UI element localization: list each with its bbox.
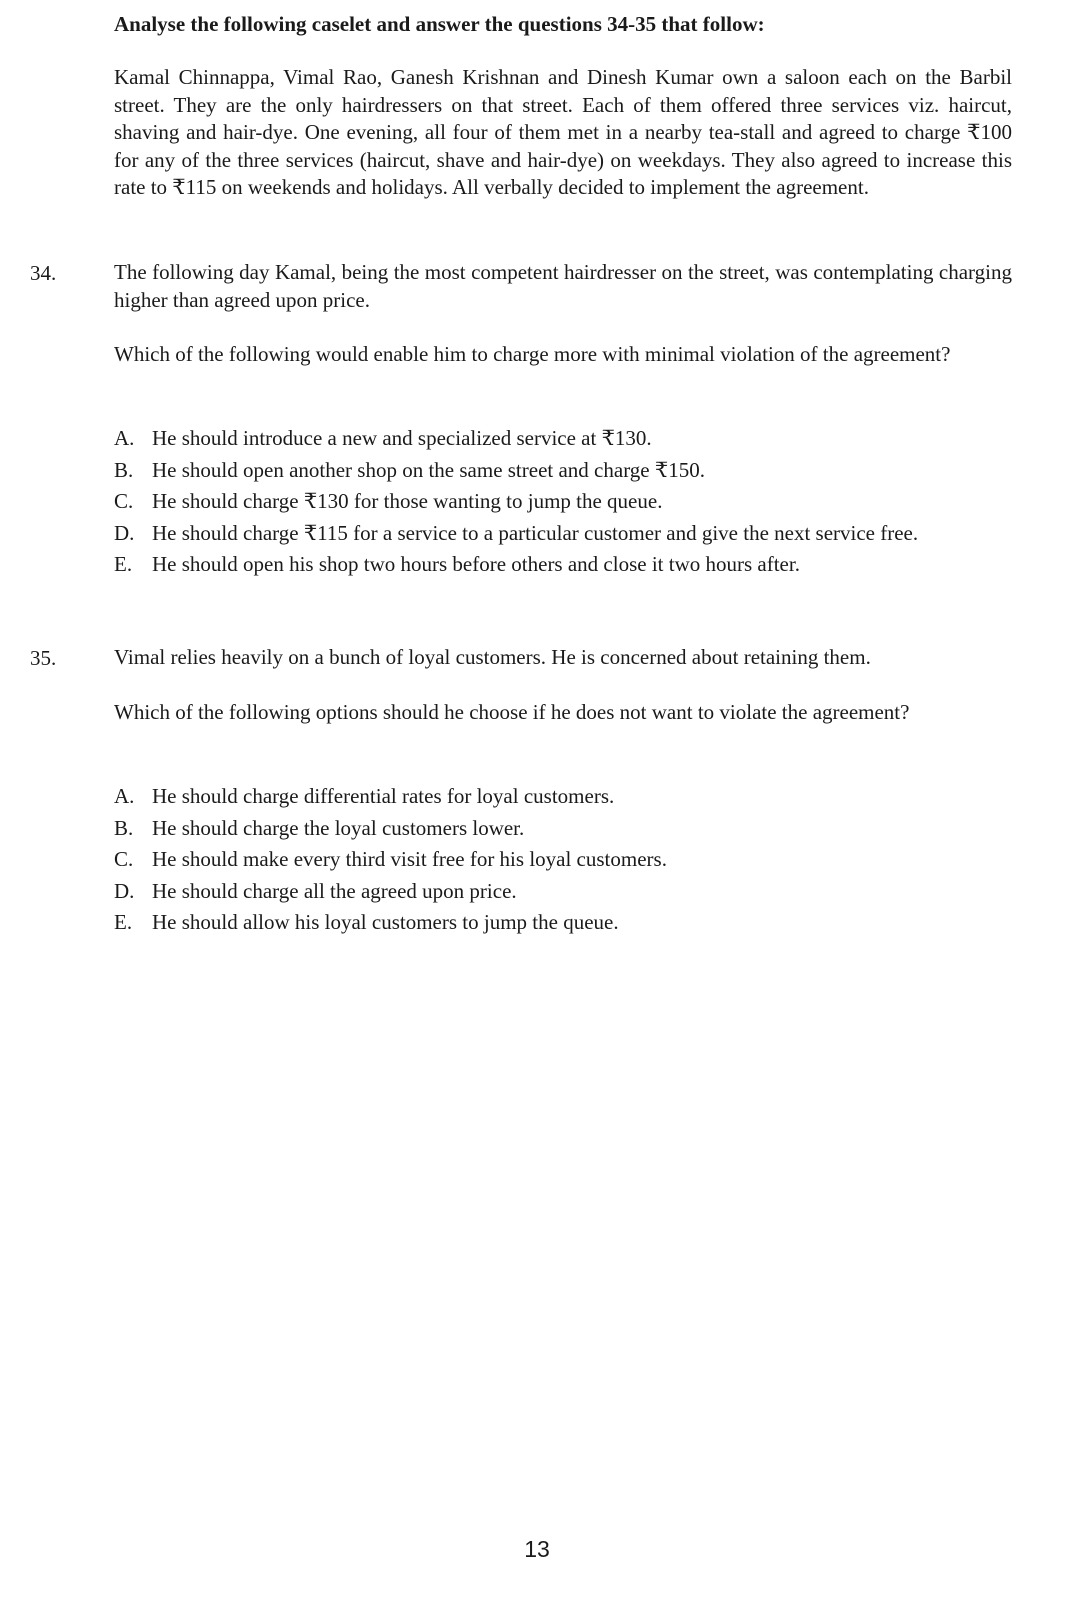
question-context: Vimal relies heavily on a bunch of loyal customers. He is concerned about retaining them. xyxy=(114,645,871,669)
page-number: 13 xyxy=(524,1536,550,1562)
option-text: He should charge ₹115 for a service to a particular customer and give the next service free. xyxy=(152,520,919,545)
option-letter: E. xyxy=(114,910,133,934)
option-letter: A. xyxy=(114,426,135,450)
option-text: He should charge ₹130 for those wanting to jump the queue. xyxy=(152,489,663,513)
option-text: He should introduce a new and specialized service at ₹130. xyxy=(152,426,652,450)
option-letter: B. xyxy=(114,815,134,840)
option-text: He should charge differential rates for loyal customers. xyxy=(152,784,615,808)
answer-option xyxy=(114,844,1012,876)
option-text: He should charge the loyal customers lower. xyxy=(152,815,525,840)
answer-option xyxy=(114,813,1012,845)
question-number: 34. xyxy=(30,261,57,285)
option-letter: C. xyxy=(114,489,134,513)
option-letter: D. xyxy=(114,878,135,903)
option-letter: B. xyxy=(114,457,134,482)
question-prompt: Which of the following would enable him to charge more with minimal violation of the agreement? xyxy=(114,342,951,366)
option-text: He should charge all the agreed upon price. xyxy=(152,878,517,903)
caselet-heading: Analyse the following caselet and answer the questions 34-35 that follow: xyxy=(114,12,765,36)
option-letter: D. xyxy=(114,520,135,545)
answer-option xyxy=(114,486,1012,518)
answer-option xyxy=(114,781,1012,813)
option-text: He should make every third visit free for his loyal customers. xyxy=(152,847,667,871)
answer-option xyxy=(114,423,1012,455)
option-letter: A. xyxy=(114,784,135,808)
answer-option xyxy=(114,876,1012,908)
answer-options xyxy=(114,423,1012,581)
answer-options xyxy=(114,781,1012,939)
option-text: He should open another shop on the same street and charge ₹150. xyxy=(152,457,705,482)
answer-option xyxy=(114,549,1012,581)
question-context: The following day Kamal, being the most competent hairdresser on the street, was contemplating charging higher than agreed upon price. xyxy=(114,260,1012,312)
option-text: He should open his shop two hours before others and close it two hours after. xyxy=(152,552,800,576)
answer-option xyxy=(114,455,1012,487)
question-number: 35. xyxy=(30,646,57,670)
option-text: He should allow his loyal customers to jump the queue. xyxy=(152,910,619,934)
answer-option xyxy=(114,907,1012,939)
question-prompt: Which of the following options should he choose if he does not want to violate the agreement? xyxy=(114,700,910,724)
option-letter: E. xyxy=(114,552,133,576)
option-letter: C. xyxy=(114,847,134,871)
caselet-text: Kamal Chinnappa, Vimal Rao, Ganesh Krishnan and Dinesh Kumar own a saloon each on the Barbil street. They are the only hairdressers on that street. Each of them offered three services viz. haircut, shaving and hair-dye. One evening, all four of them met in a nearby tea-stall and agreed to charge ₹100 for any of the three services (haircut, shave and hair-dye) on weekdays. They also agreed to increase this rate to ₹115 on weekends and holidays. All verbally decided to implement the agreement. xyxy=(114,65,1012,200)
answer-option xyxy=(114,518,1012,550)
